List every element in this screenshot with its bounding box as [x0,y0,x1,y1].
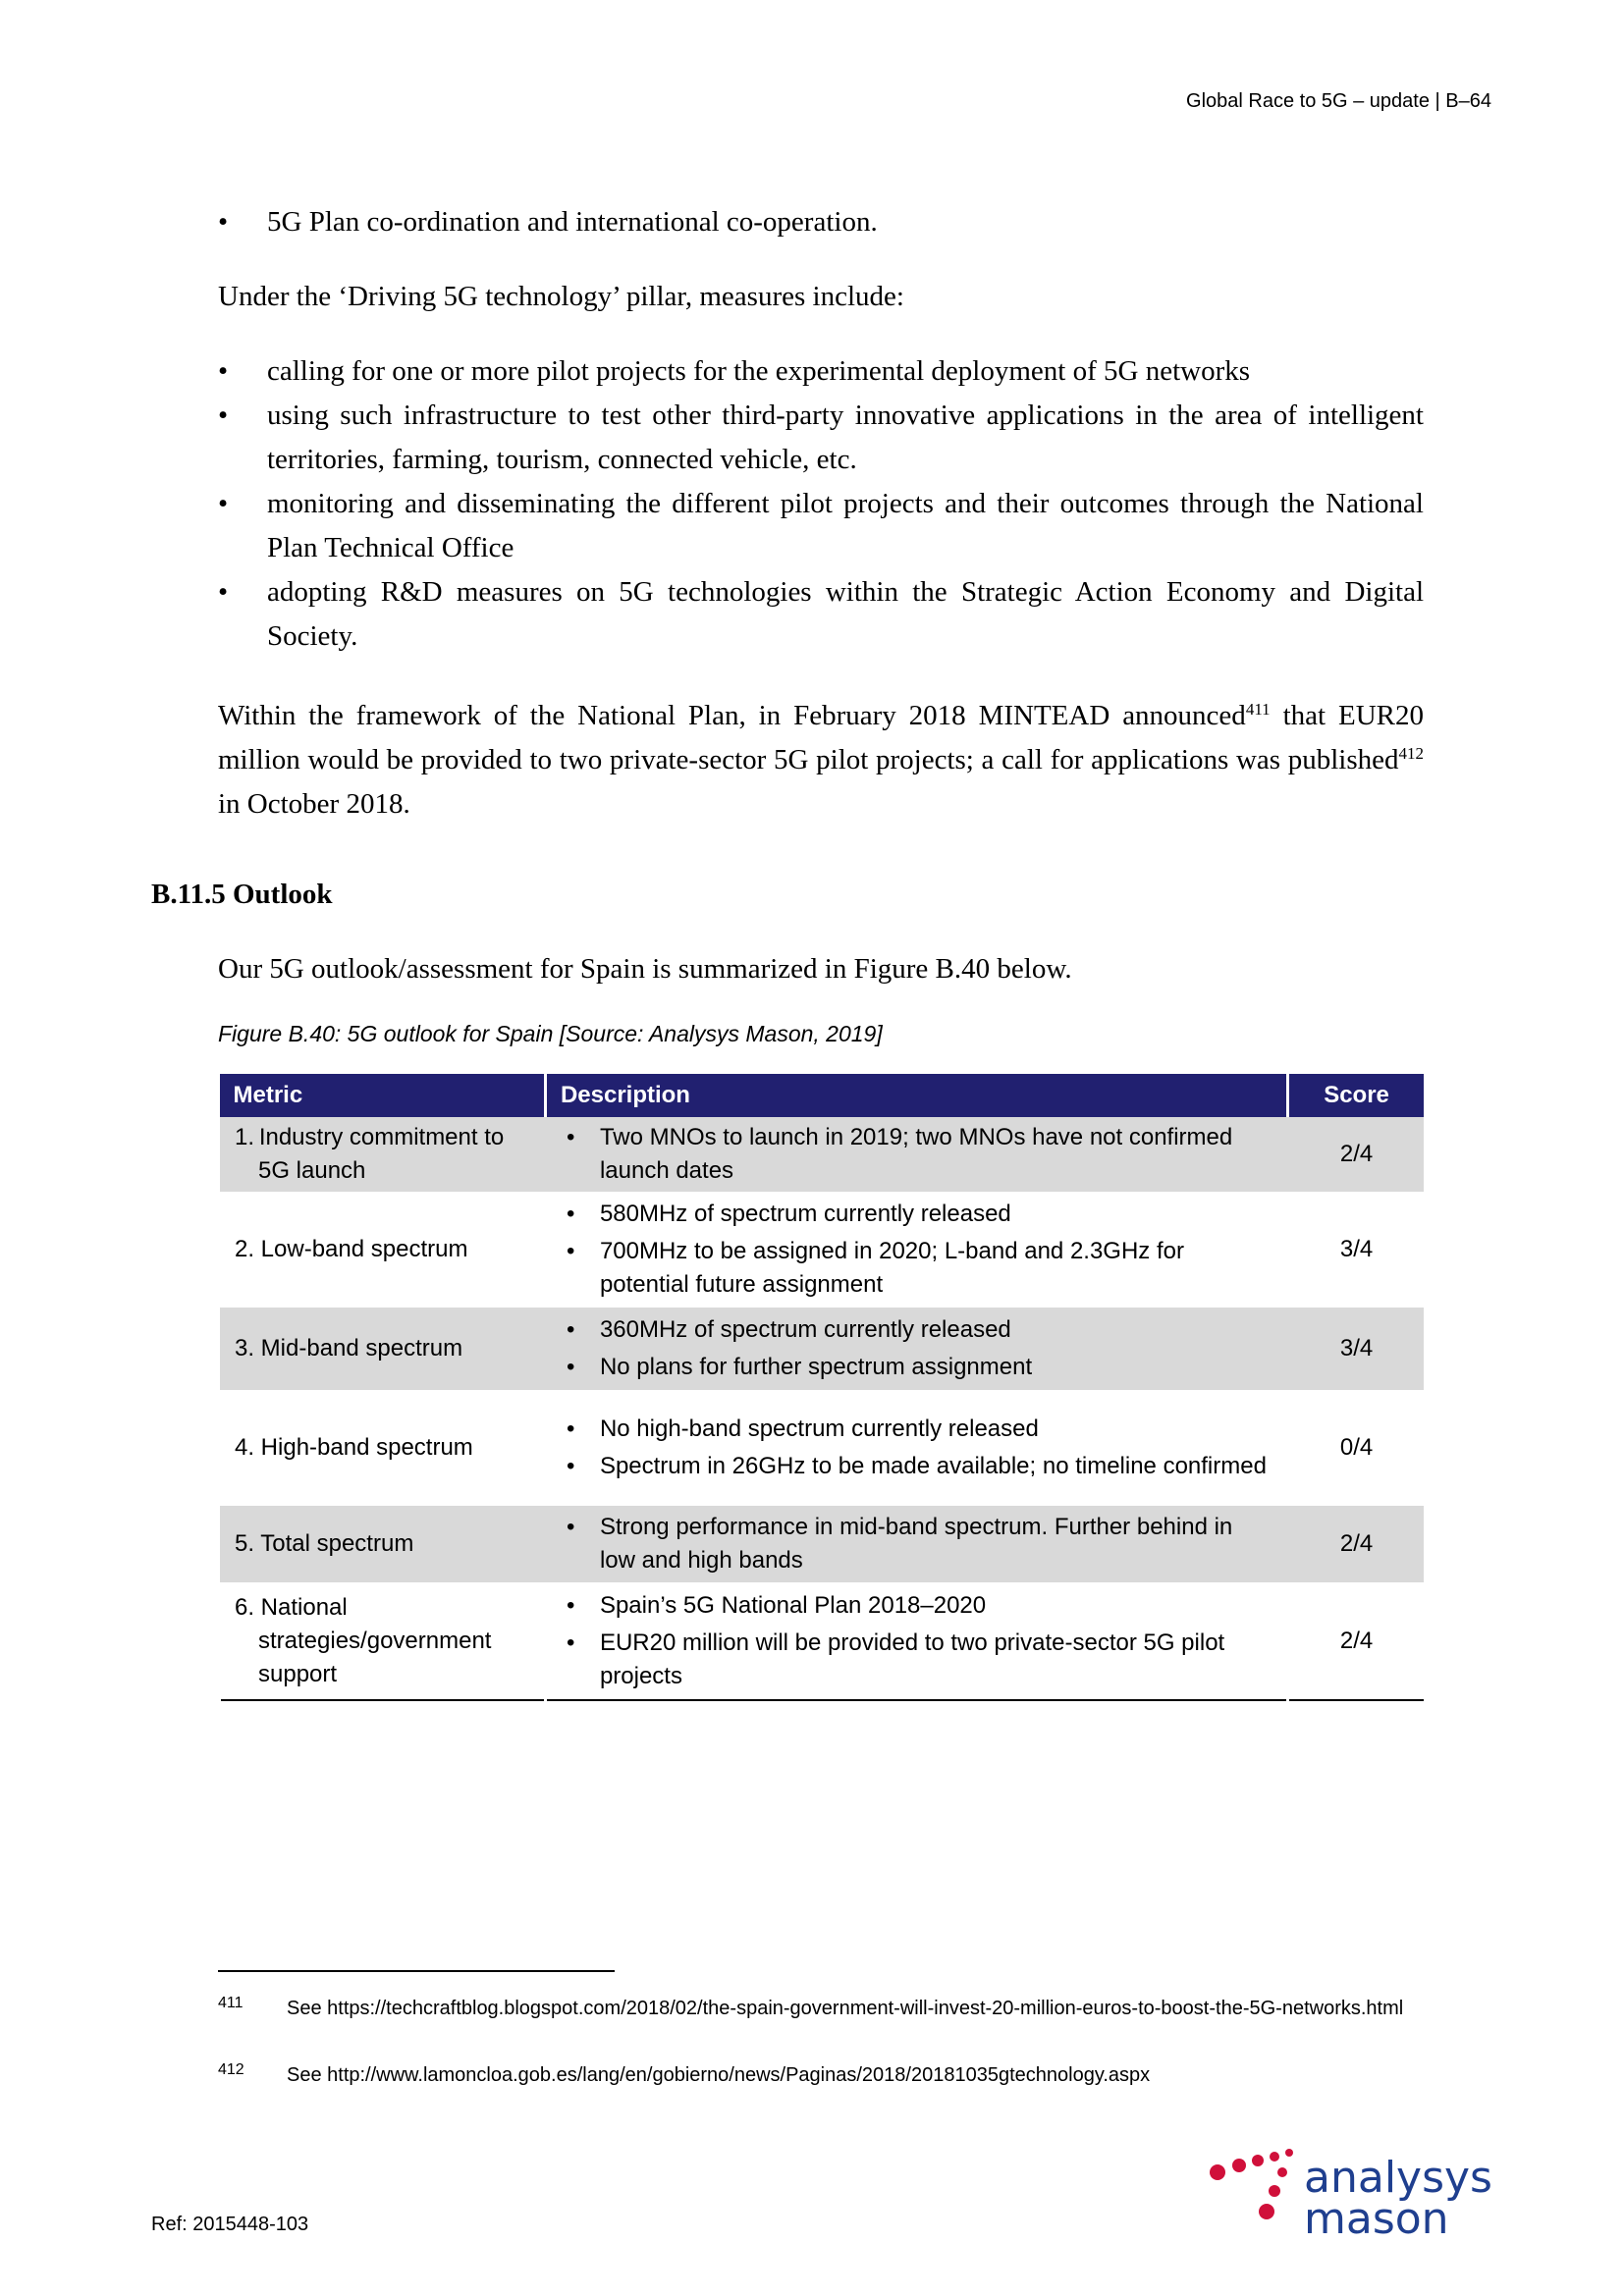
metric-column-header: Metric [220,1074,546,1117]
pillar-intro: Under the ‘Driving 5G technology’ pillar, measures include: [218,281,904,312]
footnote-number: 411 [218,1995,244,2011]
document-reference: Ref: 2015448-103 [151,2214,309,2235]
list-item: • Spain’s 5G National Plan 2018–2020 [561,1589,1272,1623]
footnote-link[interactable]: See https://techcraftblog.blogspot.com/2018/02/the-spain-government-will-invest-20-million-euros-to-boost-the-5G-networks.html [287,1998,1404,2019]
footnote-411 [218,1996,1424,2022]
table-row [220,1582,1425,1700]
intro-bullet-list [218,200,1424,244]
score-cell: 2/4 [1288,1506,1424,1582]
table-row [220,1506,1425,1582]
footnote-ref[interactable]: 412 [1398,744,1424,763]
score-column-header: Score [1288,1074,1424,1117]
score-cell: 0/4 [1339,1434,1374,1461]
section-heading: B.11.5 Outlook [151,879,333,910]
pillar-bullet-list [218,349,1424,659]
table-row [220,1192,1425,1308]
description-list [561,1313,1272,1384]
logo-word-analysys: analysys [1304,2153,1492,2203]
table-row [220,1390,1425,1506]
list-item: • using such infrastructure to test other third-party innovative applications in the area of intelligent territories, farming, tourism, connected vehicle, etc. [218,394,1424,482]
list-item: • calling for one or more pilot projects for the experimental deployment of 5G networks [218,349,1424,394]
description-list [561,1589,1272,1693]
list-item: • Two MNOs to launch in 2019; two MNOs have not confirmed launch dates [561,1121,1272,1188]
description-list [561,1511,1272,1577]
footnote-ref[interactable]: 411 [1245,700,1271,719]
metric-cell: 2. Low-band spectrum [235,1236,468,1262]
table-row [220,1308,1425,1390]
footnote-separator [218,1970,615,1972]
score-cell: 3/4 [1288,1308,1424,1390]
metric-cell: 4. High-band spectrum [235,1434,473,1461]
figure-caption: Figure B.40: 5G outlook for Spain [Source: Analysys Mason, 2019] [218,1021,883,1046]
metric-cell: 3. Mid-band spectrum [235,1335,463,1362]
analysys-mason-logo [1206,2140,1510,2248]
list-item: • 700MHz to be assigned in 2020; L-band and 2.3GHz for potential future assignment [561,1235,1272,1302]
table-row [220,1117,1425,1192]
list-item: • 580MHz of spectrum currently released [561,1198,1272,1231]
list-item: • 5G Plan co-ordination and international co-operation. [218,200,1424,244]
footnote-link[interactable]: See http://www.lamoncloa.gob.es/lang/en/gobierno/news/Paginas/2018/20181035gtechnology.aspx [287,2064,1151,2086]
description-column-header: Description [545,1074,1287,1117]
footnote-412 [218,2062,1424,2089]
list-item: • Strong performance in mid-band spectrum. Further behind in low and high bands [561,1511,1272,1577]
list-item: • No high-band spectrum currently released [561,1413,1272,1446]
list-item: • adopting R&D measures on 5G technologies within the Strategic Action Economy and Digital Society. [218,570,1424,659]
score-cell: 3/4 [1339,1236,1374,1262]
metric-cell: 5. Total spectrum [235,1530,414,1557]
list-item: • 360MHz of spectrum currently released [561,1313,1272,1347]
logo-dots-icon [1210,2149,1293,2219]
table-header-row [220,1074,1425,1117]
description-list [561,1198,1272,1302]
running-header: Global Race to 5G – update | B–64 [1186,90,1491,112]
metric-cell: 1. Industry commitment to 5G launch [235,1124,505,1184]
description-list [561,1121,1272,1188]
list-item: • No plans for further spectrum assignment [561,1351,1272,1384]
metric-cell: 6. National strategies/government support [235,1593,492,1687]
list-item: • Spectrum in 26GHz to be made available; no timeline confirmed [561,1450,1272,1483]
score-cell: 2/4 [1288,1582,1424,1700]
framework-paragraph: Within the framework of the National Plan, in February 2018 MINTEAD announced$^{411}$ that EUR20 million would be provided to two private-sector 5G pilot projects; a call for applications was published$^{412}$ in October 2018. [218,700,1424,820]
description-list [561,1413,1272,1483]
logo-word-mason: mason [1304,2194,1449,2244]
score-cell: 2/4 [1288,1117,1424,1192]
list-item: • EUR20 million will be provided to two private-sector 5G pilot projects [561,1627,1272,1693]
footnote-number: 412 [218,2061,244,2078]
list-item: • monitoring and disseminating the different pilot projects and their outcomes through the National Plan Technical Office [218,482,1424,570]
outlook-table [218,1074,1424,1701]
outlook-intro: Our 5G outlook/assessment for Spain is summarized in Figure B.40 below. [218,953,1072,985]
